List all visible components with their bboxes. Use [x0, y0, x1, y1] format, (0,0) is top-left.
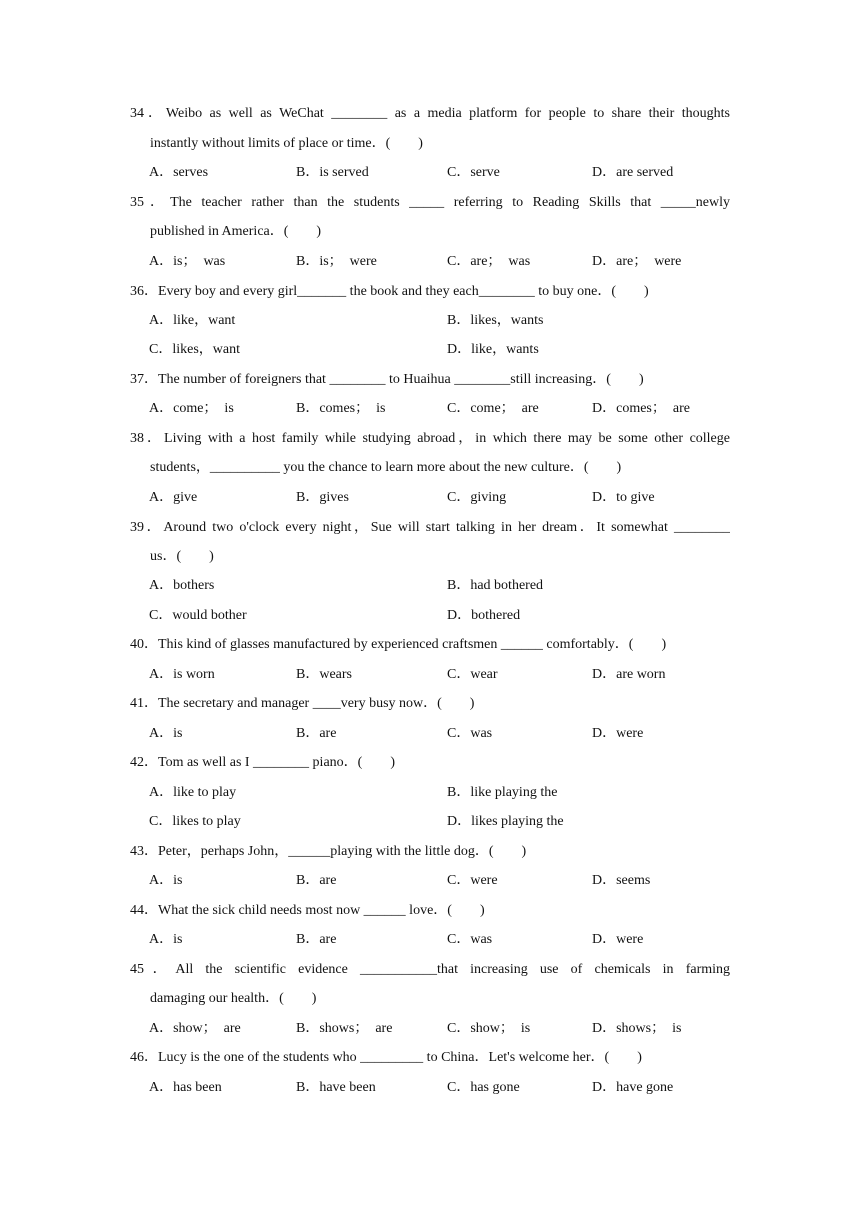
question-number: 36．: [130, 284, 158, 299]
question-number: 44．: [130, 903, 158, 918]
option-a[interactable]: A．give: [149, 490, 198, 505]
question-number: 34．: [130, 106, 166, 121]
option-a[interactable]: A．like，want: [149, 313, 236, 328]
option-c[interactable]: C．serve: [447, 165, 500, 180]
option-d[interactable]: D．shows； is: [592, 1021, 682, 1036]
question-number: 39．: [130, 520, 164, 535]
option-b[interactable]: B．like playing the: [447, 785, 558, 800]
option-d[interactable]: D．like，wants: [447, 342, 539, 357]
option-c[interactable]: C．would bother: [149, 608, 247, 623]
option-d[interactable]: D．seems: [592, 873, 651, 888]
question-stem-line: [130, 193, 730, 213]
question-stem-line: [130, 370, 644, 390]
option-b[interactable]: B．wears: [296, 667, 352, 682]
option-b[interactable]: B．comes； is: [296, 401, 386, 416]
question-text: Every boy and every girl_______ the book and they each________ to buy one．( ): [158, 284, 649, 299]
option-b[interactable]: B．are: [296, 873, 337, 888]
question-text: Living with a host family while studying abroad，in which there may be some other college: [164, 431, 730, 446]
option-d[interactable]: D．were: [592, 932, 644, 947]
question-stem-line: instantly without limits of place or time．( ): [150, 136, 423, 151]
question-number: 42．: [130, 755, 158, 770]
question-stem-line: students，__________ you the chance to learn more about the new culture．( ): [150, 460, 622, 475]
option-d[interactable]: D．bothered: [447, 608, 521, 623]
question-number: 41．: [130, 696, 158, 711]
option-c[interactable]: C．was: [447, 932, 493, 947]
question-stem-line: [130, 753, 395, 773]
question-stem-line: damaging our health．( ): [150, 991, 317, 1006]
option-d[interactable]: D．have gone: [592, 1080, 674, 1095]
option-a[interactable]: A．is: [149, 873, 183, 888]
option-b[interactable]: B．gives: [296, 490, 349, 505]
question-stem-line: [130, 694, 474, 714]
option-c[interactable]: C．was: [447, 726, 493, 741]
option-c[interactable]: C．are； was: [447, 254, 531, 269]
option-d[interactable]: D．comes； are: [592, 401, 690, 416]
question-text: The number of foreigners that ________ to Huaihua ________still increasing．( ): [158, 372, 644, 387]
option-c[interactable]: C．come； are: [447, 401, 539, 416]
question-number: 37．: [130, 372, 158, 387]
question-text: Peter，perhaps John，______playing with the little dog．( ): [158, 844, 527, 859]
question-stem-line: [130, 429, 730, 449]
option-c[interactable]: C．wear: [447, 667, 498, 682]
question-text: Around two o'clock every night，Sue will start talking in her dream．It somewhat ________: [163, 520, 730, 535]
question-number: 40．: [130, 637, 158, 652]
question-stem-line: [130, 518, 730, 538]
option-b[interactable]: B．have been: [296, 1080, 376, 1095]
question-text: Lucy is the one of the students who _________ to China．Let's welcome her．( ): [158, 1050, 642, 1065]
option-b[interactable]: B．likes，wants: [447, 313, 544, 328]
question-text: What the sick child needs most now ______ love．( ): [158, 903, 485, 918]
question-stem-line: [130, 104, 730, 124]
question-number: 45．: [130, 962, 176, 977]
option-a[interactable]: A．serves: [149, 165, 209, 180]
question-stem-line: [130, 282, 649, 302]
question-number: 46．: [130, 1050, 158, 1065]
question-number: 43．: [130, 844, 158, 859]
option-d[interactable]: D．are worn: [592, 667, 666, 682]
option-b[interactable]: B．are: [296, 726, 337, 741]
question-number: 35．: [130, 195, 171, 210]
option-a[interactable]: A．like to play: [149, 785, 237, 800]
option-c[interactable]: C．has gone: [447, 1080, 520, 1095]
option-d[interactable]: D．to give: [592, 490, 655, 505]
question-stem-line: us．( ): [150, 549, 214, 564]
option-d[interactable]: D．likes playing the: [447, 814, 564, 829]
option-a[interactable]: A．has been: [149, 1080, 222, 1095]
option-a[interactable]: A．is: [149, 726, 183, 741]
option-c[interactable]: C．giving: [447, 490, 507, 505]
question-stem-line: [130, 842, 526, 862]
question-stem-line: [130, 635, 666, 655]
question-text: Tom as well as I ________ piano．( ): [158, 755, 395, 770]
option-d[interactable]: D．are served: [592, 165, 674, 180]
question-stem-line: [130, 901, 485, 921]
option-c[interactable]: C．likes to play: [149, 814, 241, 829]
question-number: 38．: [130, 431, 165, 446]
option-a[interactable]: A．show； are: [149, 1021, 241, 1036]
option-d[interactable]: D．are； were: [592, 254, 682, 269]
question-stem-line: published in America．( ): [150, 224, 322, 239]
question-text: This kind of glasses manufactured by experienced craftsmen ______ comfortably．( ): [158, 637, 667, 652]
option-b[interactable]: B．shows； are: [296, 1021, 393, 1036]
option-b[interactable]: B．is served: [296, 165, 369, 180]
option-a[interactable]: A．is: [149, 932, 183, 947]
option-c[interactable]: C．likes，want: [149, 342, 240, 357]
question-stem-line: [130, 960, 730, 980]
option-a[interactable]: A．is worn: [149, 667, 215, 682]
option-a[interactable]: A．come； is: [149, 401, 234, 416]
question-text: Weibo as well as WeChat ________ as a media platform for people to share their thoughts: [165, 106, 730, 121]
question-text: The teacher rather than the students _____ referring to Reading Skills that _____newly: [170, 195, 730, 210]
option-c[interactable]: C．were: [447, 873, 498, 888]
option-b[interactable]: B．is； were: [296, 254, 377, 269]
question-stem-line: [130, 1048, 642, 1068]
option-b[interactable]: B．are: [296, 932, 337, 947]
option-a[interactable]: A．is； was: [149, 254, 226, 269]
question-text: All the scientific evidence ___________that increasing use of chemicals in farming: [175, 962, 730, 977]
option-d[interactable]: D．were: [592, 726, 644, 741]
option-b[interactable]: B．had bothered: [447, 578, 544, 593]
option-c[interactable]: C．show； is: [447, 1021, 531, 1036]
option-a[interactable]: A．bothers: [149, 578, 215, 593]
question-text: The secretary and manager ____very busy now．( ): [158, 696, 475, 711]
